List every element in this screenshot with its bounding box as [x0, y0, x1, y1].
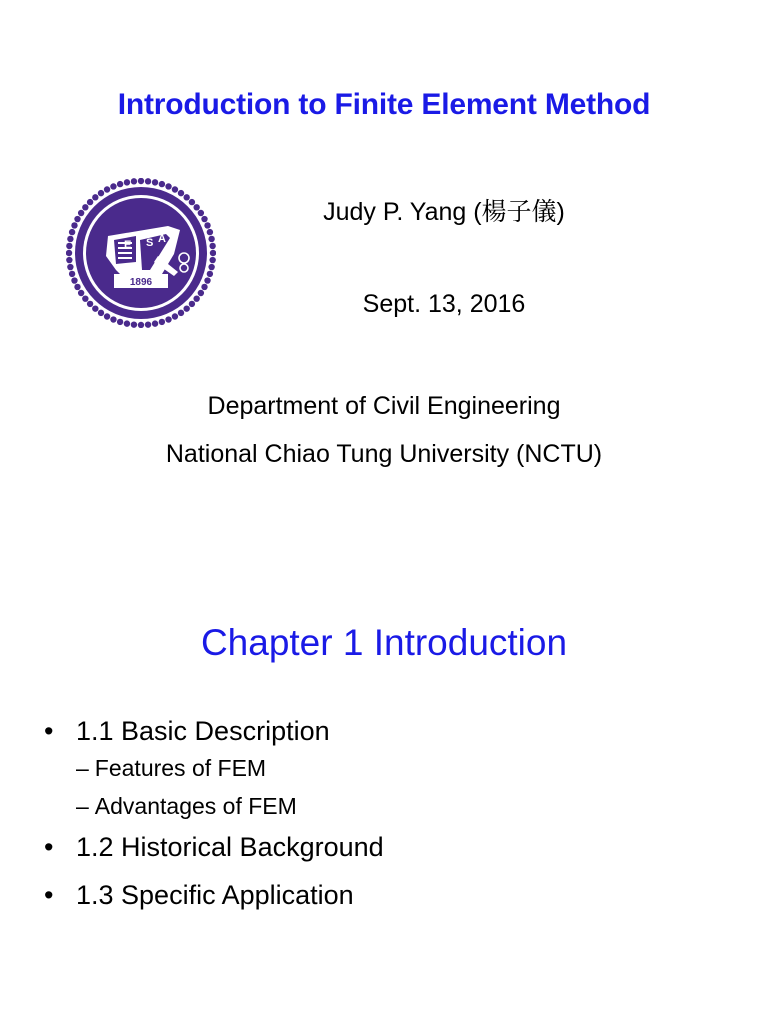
seal-tooth	[131, 321, 137, 327]
sub-list	[76, 754, 742, 820]
seal-letter-s: S	[146, 237, 154, 249]
dash-icon: –	[76, 755, 89, 781]
list-item	[42, 714, 742, 820]
seal-tooth	[124, 179, 130, 185]
seal-tooth	[204, 277, 210, 283]
list-item-label: 1.2 Historical Background	[76, 832, 384, 862]
chapter-outline	[42, 714, 742, 914]
seal-tooth	[138, 178, 144, 184]
seal-tooth	[131, 178, 137, 184]
department-name: Department of Civil Engineering	[207, 392, 561, 420]
seal-tooth	[66, 243, 72, 249]
bullet-icon: •	[44, 716, 54, 746]
seal-tooth	[152, 179, 158, 185]
seal-tooth	[159, 319, 165, 325]
seal-tooth	[117, 319, 123, 325]
presentation-date: Sept. 13, 2016	[362, 290, 526, 318]
bullet-icon: •	[44, 880, 54, 910]
seal-tooth	[207, 229, 213, 235]
seal-tooth	[210, 250, 216, 256]
seal-tooth	[152, 320, 158, 326]
author-name: Judy P. Yang (楊子儀)	[323, 198, 565, 226]
seal-tooth	[209, 243, 215, 249]
seal-tooth	[67, 236, 73, 242]
sub-list-item	[76, 792, 742, 820]
seal-tooth	[71, 277, 77, 283]
seal-tooth	[69, 229, 75, 235]
seal-tooth	[138, 322, 144, 328]
list-item-label: 1.1 Basic Description	[76, 716, 330, 746]
sub-list-item	[76, 754, 742, 782]
seal-tooth	[209, 257, 215, 263]
seal-tooth	[145, 321, 151, 327]
seal-tooth	[145, 178, 151, 184]
seal-tooth	[66, 250, 72, 256]
seal-tooth	[208, 236, 214, 242]
seal-tooth	[69, 271, 75, 277]
seal-tooth	[159, 181, 165, 187]
seal-tooth	[66, 257, 72, 263]
dash-icon: –	[76, 793, 89, 819]
seal-tooth	[124, 320, 130, 326]
seal-tooth	[67, 264, 73, 270]
slide-title: Introduction to Finite Element Method	[117, 88, 651, 121]
university-name: National Chiao Tung University (NCTU)	[165, 440, 603, 468]
seal-tooth	[117, 181, 123, 187]
seal-tooth	[165, 183, 171, 189]
seal-tooth	[208, 264, 214, 270]
sub-list-item-label: Features of FEM	[94, 755, 267, 781]
seal-year: 1896	[129, 277, 153, 288]
chapter-title: Chapter 1 Introduction	[200, 622, 568, 663]
seal-tooth	[207, 271, 213, 277]
chapter-slide	[0, 512, 768, 1024]
seal-letter-e: E	[124, 239, 132, 251]
seal-letter-a: A	[158, 233, 166, 245]
sub-list-item-label: Advantages of FEM	[94, 793, 297, 819]
bullet-icon: •	[44, 832, 54, 862]
seal-tooth	[110, 183, 116, 189]
list-item	[42, 830, 742, 864]
list-item	[42, 878, 742, 912]
list-item-label: 1.3 Specific Application	[76, 880, 354, 910]
